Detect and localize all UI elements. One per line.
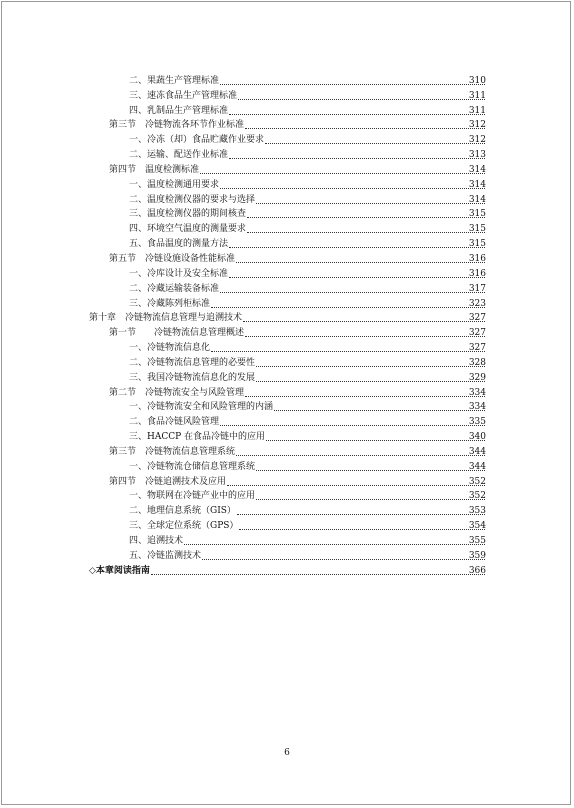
toc-entry-leader — [129, 358, 486, 369]
toc-entry-leader — [109, 477, 486, 488]
toc-dot-leader — [202, 558, 485, 560]
toc-entry-title: 二、果蔬生产管理标准 — [129, 75, 220, 86]
toc-entry-leader — [109, 165, 486, 176]
toc-entry-page: 340 — [468, 432, 486, 443]
toc-entry-leader — [129, 462, 486, 473]
toc-dot-leader — [265, 142, 485, 144]
toc-entry-page: 315 — [468, 224, 486, 235]
toc-entry-leader — [129, 432, 486, 443]
toc-entry-title: 二、温度检测仪器的要求与选择 — [129, 194, 256, 205]
toc-entry-leader — [109, 328, 486, 339]
toc-entry[interactable] — [0, 428, 574, 443]
toc-entry-title: 一、冷库设计及安全标准 — [129, 268, 229, 279]
toc-entry-page: 353 — [468, 506, 486, 517]
toc-dot-leader — [220, 291, 485, 293]
toc-entry-leader — [129, 536, 486, 547]
toc-entry-leader — [109, 447, 486, 458]
toc-entry[interactable] — [0, 250, 574, 265]
toc-entry-title: 第四节 冷链追溯技术及应用 — [109, 476, 227, 487]
toc-dot-leader — [245, 335, 485, 337]
toc-dot-leader — [151, 573, 485, 575]
toc-entry-title: 第四节 温度检测标准 — [109, 164, 200, 175]
page-number: 6 — [284, 748, 290, 758]
toc-entry-leader — [129, 209, 486, 220]
toc-entry-page: 315 — [468, 209, 486, 220]
toc-entry-page: 327 — [468, 313, 486, 324]
toc-dot-leader — [211, 306, 485, 308]
toc-entry[interactable] — [0, 384, 574, 399]
toc-entry-leader — [129, 195, 486, 206]
toc-entry-page: 344 — [468, 461, 486, 472]
toc-dot-leader — [229, 246, 485, 248]
toc-entry[interactable] — [0, 310, 574, 325]
toc-dot-leader — [200, 172, 485, 174]
toc-entry[interactable] — [0, 413, 574, 428]
toc-entry-title: 三、冷藏陈列柜标准 — [129, 298, 211, 309]
toc-dot-leader — [227, 484, 485, 486]
toc-entry-page: 352 — [468, 476, 486, 487]
toc-entry-leader — [129, 491, 486, 502]
toc-dot-leader — [220, 83, 485, 85]
toc-entry-page: 314 — [468, 164, 486, 175]
toc-dot-leader — [256, 202, 485, 204]
toc-entry-leader — [129, 373, 486, 384]
toc-entry-leader — [129, 417, 486, 428]
toc-entry-title: 二、运输、配送作业标准 — [129, 150, 229, 161]
toc-entry[interactable] — [0, 458, 574, 473]
toc-entry-page: 314 — [468, 194, 486, 205]
toc-entry-leader — [129, 180, 486, 191]
toc-entry-leader — [89, 566, 486, 577]
toc-entry-page: 317 — [468, 283, 486, 294]
toc-entry-leader — [129, 76, 486, 87]
toc-entry-page: 344 — [468, 446, 486, 457]
toc-entry-title: 第三节 冷链物流信息管理系统 — [109, 446, 236, 457]
toc-entry[interactable] — [0, 280, 574, 295]
toc-entry-title: 一、冷链物流仓储信息管理系统 — [129, 461, 256, 472]
toc-entry-leader — [129, 506, 486, 517]
toc-dot-leader — [211, 350, 485, 352]
toc-entry-title: 第一节 冷链物流信息管理概述 — [109, 328, 245, 339]
toc-entry[interactable] — [0, 369, 574, 384]
toc-entry-title: 一、冷链物流信息化 — [129, 343, 211, 354]
toc-entry[interactable] — [0, 117, 574, 132]
toc-entry[interactable] — [0, 562, 574, 577]
toc-entry-page: 327 — [468, 343, 486, 354]
toc-entry[interactable] — [0, 532, 574, 547]
table-of-contents — [0, 72, 574, 577]
toc-entry-title: 四、追溯技术 — [129, 536, 184, 546]
toc-dot-leader — [245, 127, 485, 129]
toc-entry-page: 312 — [468, 120, 486, 131]
toc-entry-title: 三、我国冷链物流信息化的发展 — [129, 372, 256, 383]
toc-entry-page: 313 — [468, 150, 486, 161]
toc-entry-leader — [129, 521, 486, 532]
toc-entry-page: 335 — [468, 417, 486, 428]
toc-entry-page: 316 — [468, 253, 486, 264]
toc-entry[interactable] — [0, 473, 574, 488]
toc-entry-leader — [129, 224, 486, 235]
toc-dot-leader — [237, 513, 485, 515]
toc-entry[interactable] — [0, 265, 574, 280]
toc-entry-leader — [129, 299, 486, 310]
toc-entry-page: 311 — [468, 105, 486, 116]
toc-entry-leader — [129, 402, 486, 413]
toc-entry-page: 352 — [468, 491, 486, 502]
toc-entry[interactable] — [0, 295, 574, 310]
toc-entry[interactable] — [0, 102, 574, 117]
toc-dot-leader — [184, 543, 485, 545]
toc-dot-leader — [256, 498, 485, 500]
toc-entry-page: 315 — [468, 239, 486, 250]
toc-entry[interactable] — [0, 443, 574, 458]
toc-entry-leader — [129, 91, 486, 102]
toc-entry-page: 334 — [468, 402, 486, 413]
toc-entry[interactable] — [0, 502, 574, 517]
toc-dot-leader — [236, 261, 485, 263]
toc-entry[interactable] — [0, 131, 574, 146]
toc-entry-title: 一、冷链物流安全和风险管理的内涵 — [129, 402, 274, 413]
toc-entry-title: 二、冷链物流信息管理的必要性 — [129, 357, 256, 368]
toc-dot-leader — [256, 380, 485, 382]
toc-entry-title: 第十章 冷链物流信息管理与追溯技术 — [89, 313, 243, 324]
toc-dot-leader — [236, 454, 485, 456]
toc-entry-leader — [129, 551, 486, 562]
toc-entry-title: 一、温度检测通用要求 — [129, 179, 220, 190]
toc-entry-leader — [129, 343, 486, 354]
toc-entry-title: ◇本章阅读指南 — [89, 565, 150, 576]
toc-entry-title: 三、HACCP 在食品冷链中的应用 — [129, 432, 266, 443]
toc-entry-page: 359 — [468, 550, 486, 561]
toc-entry-leader — [129, 150, 486, 161]
toc-entry-page: 334 — [468, 387, 486, 398]
toc-dot-leader — [245, 395, 485, 397]
toc-dot-leader — [220, 424, 485, 426]
toc-dot-leader — [243, 320, 485, 322]
toc-entry-leader — [129, 269, 486, 280]
toc-entry-leader — [129, 106, 486, 117]
toc-entry-title: 第五节 冷链设施设备性能标准 — [109, 253, 236, 264]
toc-dot-leader — [229, 113, 485, 115]
toc-entry-leader — [109, 120, 486, 131]
toc-entry-leader — [109, 388, 486, 399]
toc-entry-title: 二、冷藏运输装备标准 — [129, 283, 220, 294]
toc-entry[interactable] — [0, 206, 574, 221]
toc-entry-title: 第二节 冷链物流安全与风险管理 — [109, 387, 245, 398]
toc-dot-leader — [220, 187, 485, 189]
toc-entry-title: 二、食品冷链风险管理 — [129, 417, 220, 428]
toc-entry[interactable] — [0, 399, 574, 414]
toc-entry[interactable] — [0, 220, 574, 235]
toc-entry[interactable] — [0, 176, 574, 191]
toc-entry-page: 328 — [468, 357, 486, 368]
toc-entry-page: 354 — [468, 521, 486, 532]
toc-entry[interactable] — [0, 72, 574, 87]
toc-entry[interactable] — [0, 339, 574, 354]
toc-dot-leader — [229, 276, 485, 278]
toc-entry[interactable] — [0, 87, 574, 102]
toc-entry-title: 五、食品温度的测量方法 — [129, 239, 229, 250]
toc-entry[interactable] — [0, 324, 574, 339]
toc-entry-leader — [129, 135, 486, 146]
toc-entry-title: 三、速冻食品生产管理标准 — [129, 90, 238, 101]
toc-entry-leader — [109, 254, 486, 265]
toc-entry-page: 316 — [468, 268, 486, 279]
toc-dot-leader — [247, 231, 485, 233]
toc-entry-page: 314 — [468, 179, 486, 190]
toc-entry-page: 329 — [468, 372, 486, 383]
toc-dot-leader — [274, 409, 485, 411]
toc-dot-leader — [229, 157, 485, 159]
toc-entry-title: 三、温度检测仪器的期间核查 — [129, 209, 247, 220]
toc-entry-page: 311 — [468, 90, 486, 101]
toc-entry[interactable] — [0, 235, 574, 250]
toc-entry-page: 323 — [468, 298, 486, 309]
toc-entry[interactable] — [0, 191, 574, 206]
toc-entry-title: 一、物联网在冷链产业中的应用 — [129, 491, 256, 502]
toc-entry[interactable] — [0, 146, 574, 161]
toc-entry-title: 五、冷链监测技术 — [129, 550, 202, 561]
toc-entry[interactable] — [0, 547, 574, 562]
toc-entry-leader — [89, 313, 486, 324]
toc-entry-page: 355 — [468, 536, 486, 546]
toc-entry-leader — [129, 239, 486, 250]
toc-entry-title: 一、冷冻（却）食品贮藏作业要求 — [129, 135, 265, 146]
toc-dot-leader — [247, 216, 485, 218]
toc-entry-page: 312 — [468, 135, 486, 146]
toc-entry-page: 327 — [468, 328, 486, 339]
toc-entry-title: 四、乳制品生产管理标准 — [129, 105, 229, 116]
toc-entry-title: 二、地理信息系统（GIS） — [129, 506, 236, 517]
toc-dot-leader — [256, 469, 485, 471]
toc-dot-leader — [238, 98, 485, 100]
toc-dot-leader — [239, 528, 485, 530]
toc-entry[interactable] — [0, 354, 574, 369]
toc-entry-page: 366 — [468, 565, 486, 576]
toc-entry-title: 第三节 冷链物流各环节作业标准 — [109, 120, 245, 131]
toc-dot-leader — [266, 439, 485, 441]
toc-entry[interactable] — [0, 517, 574, 532]
toc-dot-leader — [256, 365, 485, 367]
toc-entry-title: 三、全球定位系统（GPS） — [129, 521, 239, 532]
toc-entry-leader — [129, 284, 486, 295]
toc-entry-page: 310 — [468, 75, 486, 86]
toc-entry[interactable] — [0, 488, 574, 503]
toc-entry-title: 四、环境空气温度的测量要求 — [129, 224, 247, 235]
toc-entry[interactable] — [0, 161, 574, 176]
